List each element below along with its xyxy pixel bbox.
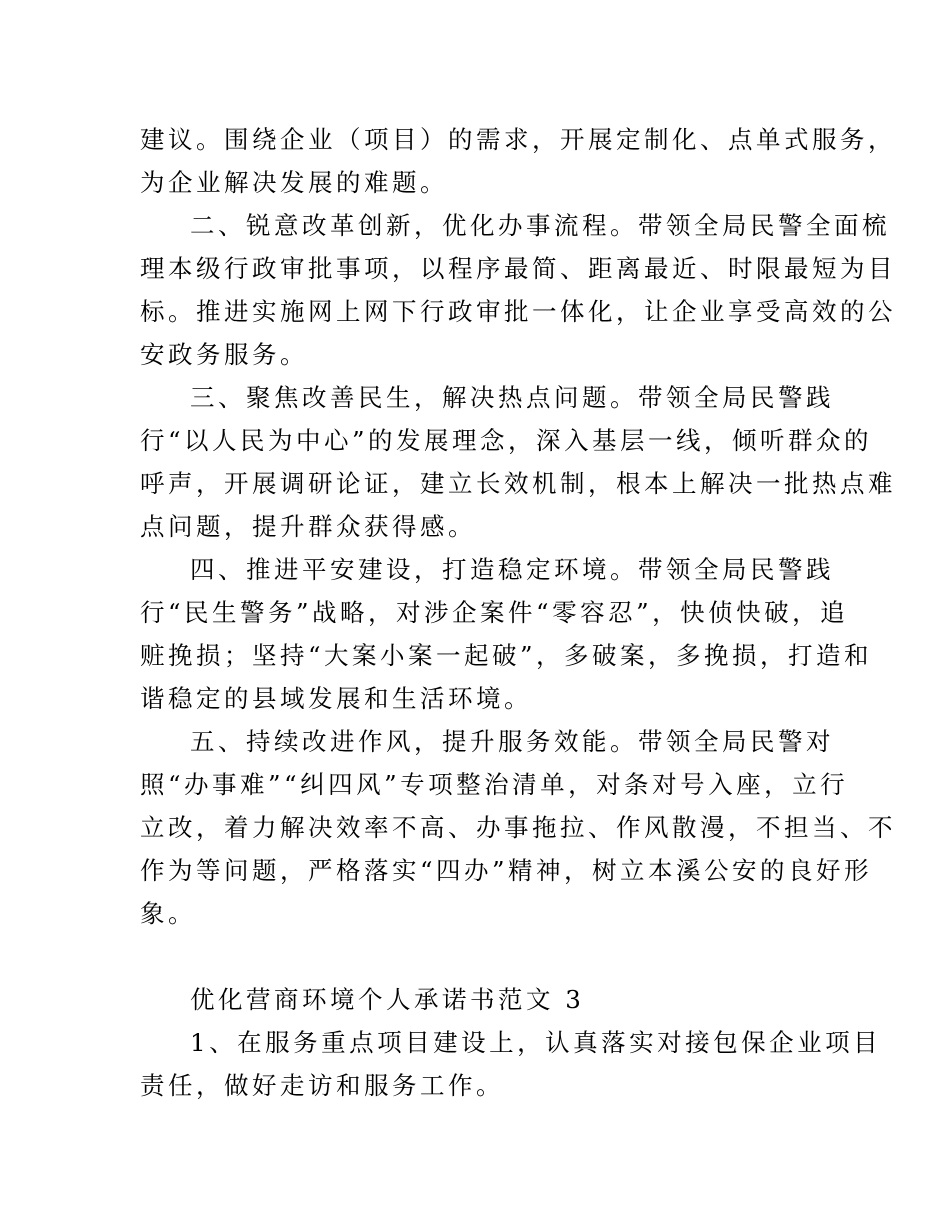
text-line: 安政务服务。	[140, 340, 308, 369]
text-line: 呼声，开展调研论证，建立长效机制，根本上解决一批热点难	[140, 469, 896, 498]
paragraph-5-start: 五、持续改进作风，提升服务效能。带领全局民警对	[190, 727, 834, 756]
text-line: 点问题，提升群众获得感。	[140, 512, 476, 541]
text-line: 行“以人民为中心”的发展理念，深入基层一线，倾听群众的	[140, 426, 873, 455]
text-line: 为企业解决发展的难题。	[140, 168, 448, 197]
text-line: 理本级行政审批事项，以程序最简、距离最近、时限最短为目	[140, 254, 896, 283]
text-line: 责任，做好走访和服务工作。	[140, 1071, 504, 1100]
paragraph-6-start: 1、在服务重点项目建设上，认真落实对接包保企业项目	[190, 1028, 882, 1057]
section-heading: 优化营商环境个人承诺书范文 3	[190, 985, 585, 1014]
text-line: 标。推进实施网上网下行政审批一体化，让企业享受高效的公	[140, 297, 896, 326]
text-line: 赃挽损；坚持“大案小案一起破”，多破案，多挽损，打造和	[140, 641, 873, 670]
text-line: 照“办事难”“纠四风”专项整治清单，对条对号入座，立行	[140, 770, 849, 799]
text-line: 谐稳定的县域发展和生活环境。	[140, 684, 532, 713]
paragraph-3-start: 三、聚焦改善民生，解决热点问题。带领全局民警践	[190, 383, 834, 412]
text-line: 建议。围绕企业（项目）的需求，开展定制化、点单式服务，	[140, 125, 896, 154]
text-line: 作为等问题，严格落实“四办”精神，树立本溪公安的良好形	[140, 856, 873, 885]
text-line: 象。	[140, 899, 196, 928]
text-line: 行“民生警务”战略，对涉企案件“零容忍”，快侦快破，追	[140, 598, 849, 627]
paragraph-2-start: 二、锐意改革创新，优化办事流程。带领全局民警全面梳	[190, 211, 890, 240]
text-line: 立改，着力解决效率不高、办事拖拉、作风散漫，不担当、不	[140, 813, 896, 842]
paragraph-4-start: 四、推进平安建设，打造稳定环境。带领全局民警践	[190, 555, 834, 584]
